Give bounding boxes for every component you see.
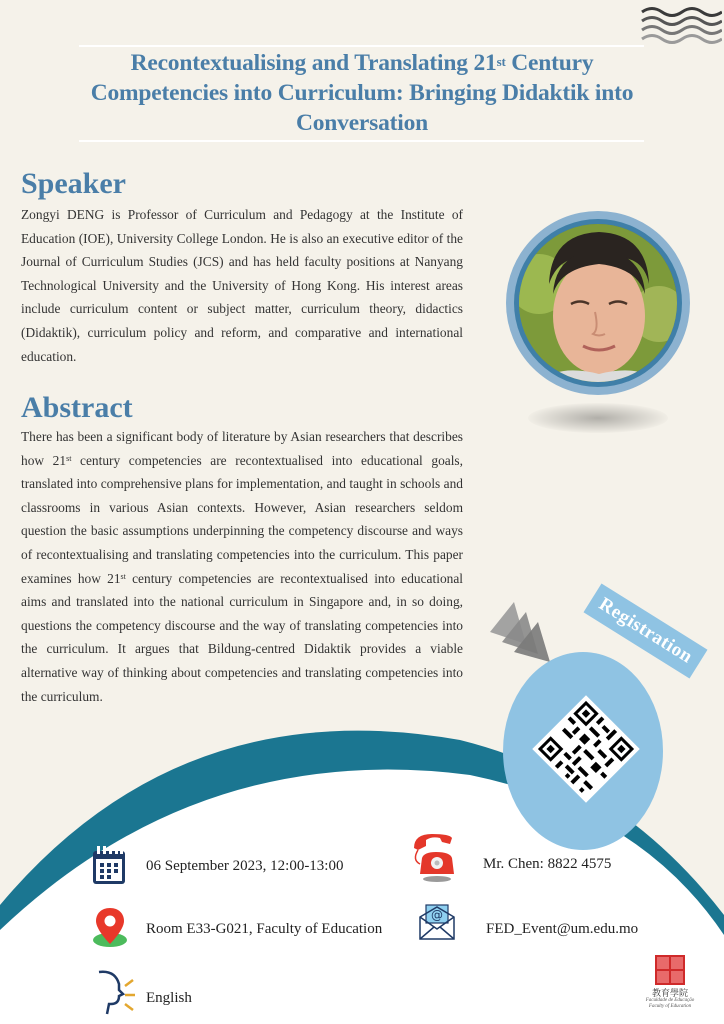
speaking-head-icon bbox=[95, 968, 137, 1016]
contact-email[interactable]: FED_Event@um.edu.mo bbox=[486, 921, 639, 937]
event-venue: Room E33-G021, Faculty of Education bbox=[146, 921, 383, 937]
event-title: Recontextualising and Translating 21st Century Competencies into Curriculum: Bringing Didaktik into Conversation bbox=[90, 50, 634, 136]
abstract-heading: Abstract bbox=[21, 391, 133, 424]
telephone-icon bbox=[410, 830, 462, 884]
svg-text:@: @ bbox=[431, 908, 443, 922]
seal-icon bbox=[655, 955, 685, 985]
event-language: English bbox=[146, 990, 192, 1006]
arrow-triangles-icon bbox=[488, 600, 558, 662]
event-date: 06 September 2023, 12:00-13:00 bbox=[146, 858, 344, 874]
speaker-bio: Zongyi DENG is Professor of Curriculum and Pedagogy at the Institute of Education (IOE), University College London. He is also an executive editor of the Journal of Curriculum Studies (JCS) and has held faculty positions at Nanyang Technological University and the University of Hong Kong. His interest areas include curriculum content or subject matter, curriculum theory, didactics (Didaktik), curriculum policy and reform, and comparative and international education. bbox=[21, 207, 463, 364]
email-envelope-icon[interactable] bbox=[418, 903, 456, 941]
faculty-logo: 教育學院 Faculdade de Educação Faculty of Education bbox=[640, 955, 700, 1015]
speaker-heading: Speaker bbox=[21, 167, 126, 200]
qr-code-icon[interactable] bbox=[530, 693, 642, 805]
abstract-text: There has been a significant body of literature by Asian researchers that describes how 21st century competencies are recontextualised into educational goals, translated into comprehensive plans for implementation, and taught in schools and classrooms in various Asian contexts. However, Asian researchers seldom question the basic assumptions underpinning the competency discourse and ways of recontextualising and translating competencies into the curriculum. This paper examines how 21st century competencies are recontextualised into educational aims and translated into the national curriculum in Singapore and, in so doing, questions the competency discourse and the way of translating competencies into the curriculum. It argues that Bildung-centred Didaktik provides a viable alternative way of thinking about competencies and translating competencies into the curriculum. bbox=[21, 429, 463, 704]
calendar-icon bbox=[92, 845, 126, 885]
registration-label: Registration bbox=[583, 583, 707, 678]
map-pin-icon bbox=[92, 906, 128, 948]
contact-phone: Mr. Chen: 8822 4575 bbox=[483, 856, 612, 872]
